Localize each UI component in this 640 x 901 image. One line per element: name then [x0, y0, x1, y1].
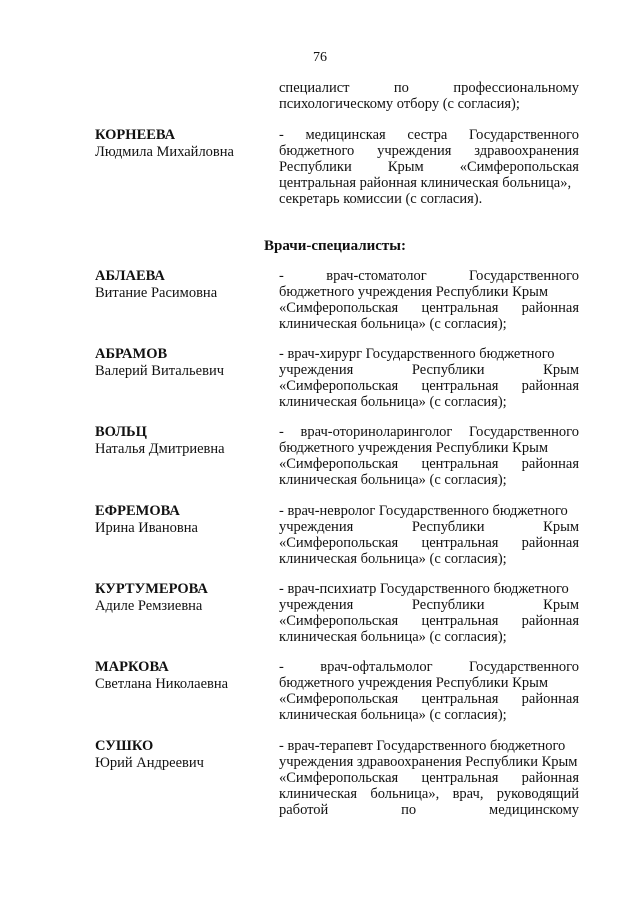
member-description: [279, 268, 579, 332]
secretary-description: [279, 127, 579, 207]
description-line: - врач-хирург Государственного бюджетного: [279, 346, 555, 362]
description-line: «Симферопольская центральная районная: [279, 691, 579, 707]
secretary-given-name: Людмила Михайловна: [95, 144, 234, 160]
description-line: клиническая больница» (с согласия);: [279, 394, 507, 410]
description-line: клиническая больница» (с согласия);: [279, 629, 507, 645]
member-given-name: Витание Расимовна: [95, 285, 218, 301]
description-line: бюджетного учреждения Республики Крым: [279, 675, 549, 691]
top-description-line-1: специалист по профессиональному: [279, 80, 579, 96]
member-name: [95, 268, 265, 302]
description-line: клиническая больница» (с согласия);: [279, 316, 507, 332]
member-surname: АБРАМОВ: [95, 346, 168, 362]
member-surname: СУШКО: [95, 738, 154, 754]
description-line: - врач-стоматолог Государственного: [279, 268, 579, 284]
member-name: [95, 581, 265, 615]
description-line: клиническая больница» (с согласия);: [279, 551, 507, 567]
member-description: [279, 503, 579, 567]
member-surname: ЕФРЕМОВА: [95, 503, 180, 519]
member-name: [95, 424, 265, 458]
description-line: центральная районная клиническая больница»,: [279, 175, 572, 191]
member-given-name: Ирина Ивановна: [95, 520, 198, 536]
member-description: [279, 738, 579, 818]
member-name: [95, 503, 265, 537]
secretary-surname: КОРНЕЕВА: [95, 127, 176, 143]
description-line: учреждения Республики Крым: [279, 519, 579, 535]
member-given-name: Адиле Ремзиевна: [95, 598, 203, 614]
description-line: «Симферопольская центральная районная: [279, 456, 579, 472]
description-line: бюджетного учреждения здравоохранения: [279, 143, 579, 159]
member-given-name: Светлана Николаевна: [95, 676, 229, 692]
description-line: клиническая больница», врач, руководящий: [279, 786, 579, 802]
member-description: [279, 659, 579, 723]
description-line: работой по медицинскому: [279, 802, 579, 818]
description-line: клиническая больница» (с согласия);: [279, 707, 507, 723]
description-line: - врач-невролог Государственного бюджетного: [279, 503, 568, 519]
member-given-name: Валерий Витальевич: [95, 363, 224, 379]
description-line: - медицинская сестра Государственного: [279, 127, 579, 143]
description-line: секретарь комиссии (с согласия).: [279, 191, 483, 207]
member-surname: КУРТУМЕРОВА: [95, 581, 208, 597]
description-line: бюджетного учреждения Республики Крым: [279, 284, 549, 300]
member-name: [95, 738, 265, 772]
member-surname: ВОЛЬЦ: [95, 424, 147, 440]
member-given-name: Юрий Андреевич: [95, 755, 204, 771]
description-line: «Симферопольская центральная районная: [279, 770, 579, 786]
member-surname: АБЛАЕВА: [95, 268, 165, 284]
description-line: «Симферопольская центральная районная: [279, 535, 579, 551]
description-line: «Симферопольская центральная районная: [279, 378, 579, 394]
member-description: [279, 581, 579, 645]
description-line: - врач-терапевт Государственного бюджетного: [279, 738, 566, 754]
description-line: учреждения Республики Крым: [279, 362, 579, 378]
section-heading: Врачи-специалисты:: [263, 238, 406, 254]
description-line: - врач-офтальмолог Государственного: [279, 659, 579, 675]
description-line: бюджетного учреждения Республики Крым: [279, 440, 549, 456]
description-line: «Симферопольская центральная районная: [279, 613, 579, 629]
description-line: - врач-оториноларинголог Государственного: [279, 424, 579, 440]
member-given-name: Наталья Дмитриевна: [95, 441, 225, 457]
member-surname: МАРКОВА: [95, 659, 169, 675]
description-line: учреждения здравоохранения Республики Крым: [279, 754, 578, 770]
description-line: Республики Крым «Симферопольская: [279, 159, 579, 175]
description-line: клиническая больница» (с согласия);: [279, 472, 507, 488]
member-name: [95, 659, 265, 693]
description-line: «Симферопольская центральная районная: [279, 300, 579, 316]
member-description: [279, 424, 579, 488]
top-description-line-2: психологическому отбору (с согласия);: [279, 96, 520, 112]
top-description: [279, 80, 579, 112]
description-line: учреждения Республики Крым: [279, 597, 579, 613]
page-number: 76: [313, 50, 327, 65]
secretary-name: [95, 127, 265, 161]
member-description: [279, 346, 579, 410]
member-name: [95, 346, 265, 380]
description-line: - врач-психиатр Государственного бюджетного: [279, 581, 569, 597]
